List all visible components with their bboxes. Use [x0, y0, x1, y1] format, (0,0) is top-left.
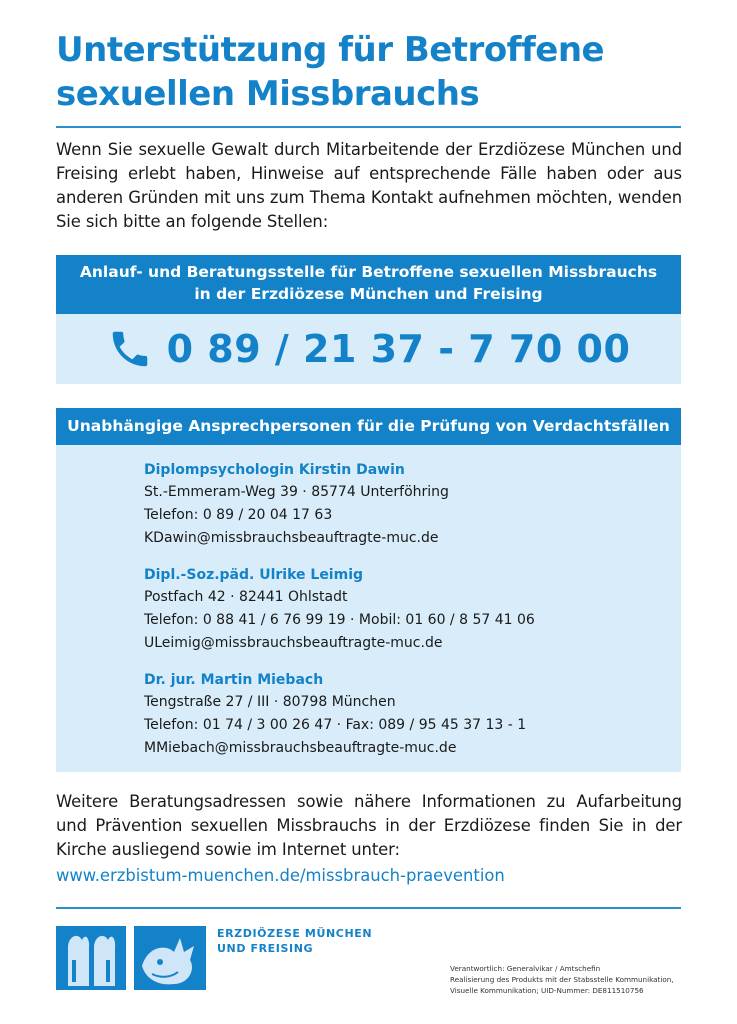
top-divider [56, 126, 681, 128]
title-line-2: sexuellen Missbrauchs [56, 74, 480, 114]
hotline-phone-number[interactable]: 0 89 / 21 37 - 7 70 00 [166, 327, 631, 371]
contact-email[interactable]: KDawin@missbrauchsbeauftragte-muc.de [144, 530, 439, 546]
contact-address: St.-Emmeram-Weg 39 · 85774 Unterföhring [144, 484, 449, 500]
title-line-1: Unterstützung für Betroffene [56, 30, 605, 70]
hotline-heading-line-2: in der Erzdiözese München und Freising [194, 285, 543, 303]
bottom-divider [56, 907, 681, 909]
archdiocese-logo-icon [56, 926, 206, 990]
contact-address: Tengstraße 27 / III · 80798 München [144, 694, 396, 710]
organization-name-line-2: UND FREISING [217, 942, 314, 955]
organization-name [217, 926, 372, 956]
organization-name-line-1: ERZDIÖZESE MÜNCHEN [217, 927, 373, 940]
outro-paragraph: Weitere Beratungsadressen sowie nähere Informationen zu Aufarbeitung und Prävention sexuellen Missbrauchs in der Erzdiözese finden Sie in der Kirche ausliegend sowie im Internet unter: [56, 792, 682, 859]
contacts-panel [56, 445, 681, 772]
contact-name: Dr. jur. Martin Miebach [144, 672, 324, 688]
imprint-line: Visuelle Kommunikation; UID-Nummer: DE811510756 [450, 986, 644, 995]
contact-address: Postfach 42 · 82441 Ohlstadt [144, 589, 348, 605]
imprint [450, 963, 690, 996]
contact-card [144, 564, 664, 655]
imprint-line: Realisierung des Produkts mit der Stabsstelle Kommunikation, [450, 975, 674, 984]
contact-phone: Telefon: 0 88 41 / 6 76 99 19 · Mobil: 01 60 / 8 57 41 06 [144, 612, 535, 628]
page-title [56, 28, 686, 116]
intro-paragraph: Wenn Sie sexuelle Gewalt durch Mitarbeitende der Erzdiözese München und Freising erlebt haben, Hinweise auf entsprechende Fälle haben oder aus anderen Gründen mit uns zum Thema Kontakt aufnehmen möchten, wenden Sie sich bitte an folgende Stellen: [56, 140, 682, 231]
contact-email[interactable]: MMiebach@missbrauchsbeauftragte-muc.de [144, 740, 457, 756]
contact-list [144, 459, 664, 774]
hotline-panel [56, 314, 681, 384]
imprint-line: Verantwortlich: Generalvikar / Amtschefin [450, 964, 601, 973]
contacts-heading: Unabhängige Ansprechpersonen für die Prüfung von Verdachtsfällen [56, 408, 681, 445]
contact-email[interactable]: ULeimig@missbrauchsbeauftragte-muc.de [144, 635, 443, 651]
contact-phone: Telefon: 0 89 / 20 04 17 63 [144, 507, 333, 523]
contact-name: Dipl.-Soz.päd. Ulrike Leimig [144, 567, 364, 583]
contact-phone: Telefon: 01 74 / 3 00 26 47 · Fax: 089 / 95 45 37 13 - 1 [144, 717, 527, 733]
contact-name: Diplompsychologin Kirstin Dawin [144, 462, 405, 478]
website-link[interactable]: www.erzbistum-muenchen.de/missbrauch-praevention [56, 866, 505, 885]
hotline-heading [56, 255, 681, 314]
contact-card [144, 459, 664, 550]
phone-icon [107, 326, 153, 372]
contact-card [144, 669, 664, 760]
hotline-heading-line-1: Anlauf- und Beratungsstelle für Betroffene sexuellen Missbrauchs [79, 263, 658, 281]
